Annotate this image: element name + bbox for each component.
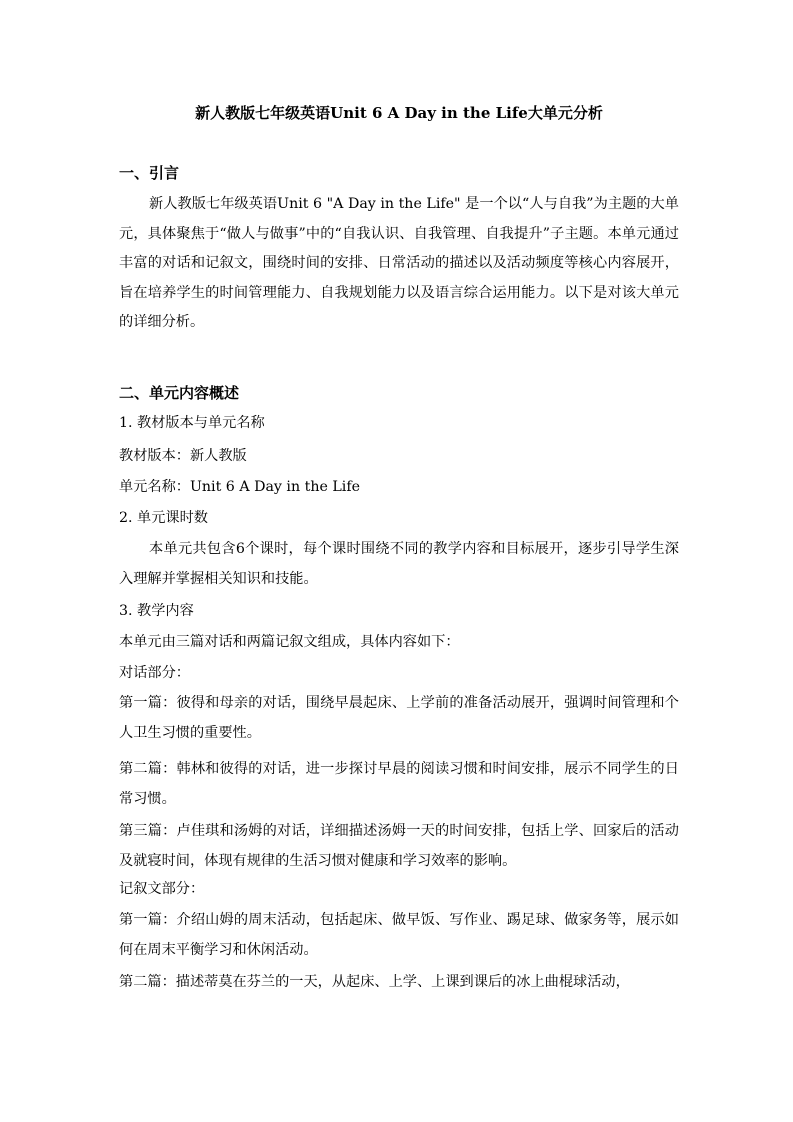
subheading-teaching-content: 3. 教学内容: [119, 603, 194, 619]
lessons-paragraph: 本单元共包含6个课时，每个课时围绕不同的教学内容和目标展开，逐步引导学生深入理解并掌握相关知识和技能。: [119, 541, 679, 587]
section-heading-unit-overview: 二、单元内容概述: [119, 384, 240, 402]
introduction-paragraph: 新人教版七年级英语Unit 6 "A Day in the Life" 是一个以“人与自我”为主题的大单元，具体聚焦于“做人与做事”中的“自我认识、自我管理、自我提升”子主题。本单元通过丰富的对话和记叙文，围绕时间的安排、日常活动的描述以及活动频度等核心内容展开，旨在培养学生的时间管理能力、自我规划能力以及语言综合运用能力。以下是对该大单元的详细分析。: [119, 196, 679, 331]
unit-name-line: 单元名称：Unit 6 A Day in the Life: [119, 479, 360, 495]
narrative-1-paragraph: 第一篇：介绍山姆的周末活动，包括起床、做早饭、写作业、踢足球、做家务等，展示如何在周末平衡学习和休闲活动。: [119, 912, 679, 958]
dialogue-3-paragraph: 第三篇：卢佳琪和汤姆的对话，详细描述汤姆一天的时间安排，包括上学、回家后的活动及就寝时间，体现有规律的生活习惯对健康和学习效率的影响。: [119, 823, 679, 869]
dialogue-2-paragraph: 第二篇：韩林和彼得的对话，进一步探讨早晨的阅读习惯和时间安排，展示不同学生的日常习惯。: [119, 761, 679, 807]
content-intro-line: 本单元由三篇对话和两篇记叙文组成，具体内容如下：: [119, 634, 460, 650]
dialogue-section-label: 对话部分：: [119, 665, 190, 681]
narrative-section-label: 记叙文部分：: [119, 881, 205, 897]
subheading-textbook-and-unit: 1. 教材版本与单元名称: [119, 415, 265, 431]
section-heading-introduction: 一、引言: [119, 164, 180, 182]
textbook-version-line: 教材版本：新人教版: [119, 448, 247, 464]
narrative-2-paragraph: 第二篇：描述蒂莫在芬兰的一天，从起床、上学、上课到课后的冰上曲棍球活动，: [119, 974, 630, 990]
subheading-lesson-count: 2. 单元课时数: [119, 510, 208, 526]
dialogue-1-paragraph: 第一篇：彼得和母亲的对话，围绕早晨起床、上学前的准备活动展开，强调时间管理和个人卫生习惯的重要性。: [119, 695, 679, 741]
document-title: 新人教版七年级英语Unit 6 A Day in the Life大单元分析: [195, 104, 603, 122]
